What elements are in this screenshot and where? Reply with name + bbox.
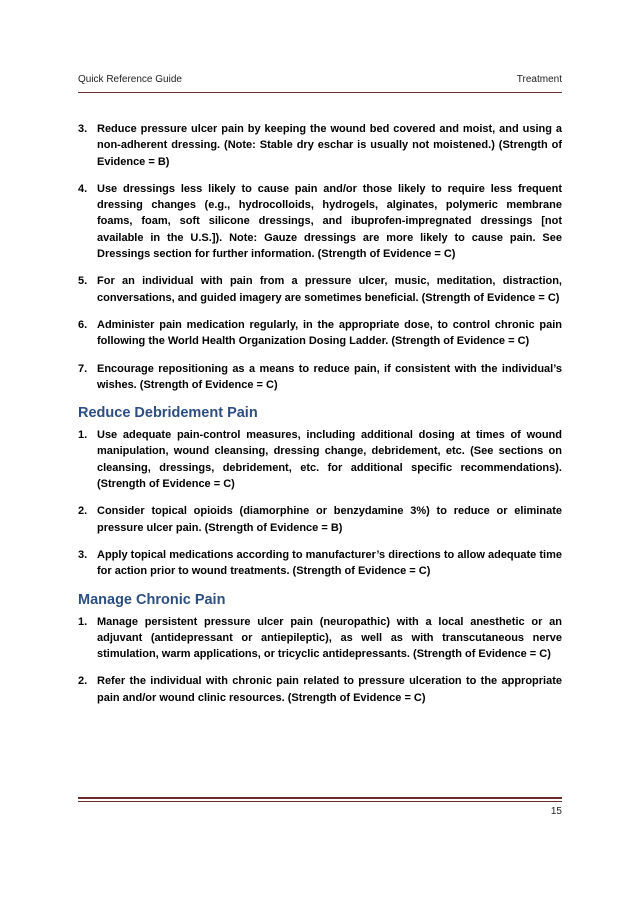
list-item [78, 181, 562, 262]
item-text: Use dressings less likely to cause pain and/or those likely to require less frequent dressing changes (e.g., hydrocolloids, hydrogels, alginates, polymeric membrane foams, foam, soft silicone dressings, and ibuprofen-impregnated dressings [not available in the U.S.]). Note: Gauze dressings are more likely to cause pain. See Dressings section for further information. (Strength of Evidence = C) [97, 182, 562, 261]
item-number: 4. [78, 182, 88, 195]
page-number: 15 [550, 806, 562, 817]
item-text: Reduce pressure ulcer pain by keeping the wound bed covered and moist, and using a non-adherent dressing. (Note: Stable dry eschar is usually not moistened.) (Strength of Evidence = B) [97, 123, 562, 168]
list-item [78, 503, 562, 536]
chronic-pain-list [78, 614, 562, 706]
item-number: 3. [78, 123, 88, 135]
footer-divider-thick [78, 797, 562, 799]
header-section: Treatment [516, 74, 562, 85]
item-number: 1. [78, 429, 88, 442]
item-text: Encourage repositioning as a means to reduce pain, if consistent with the individual’s wishes. (Strength of Evidence = C) [97, 362, 562, 391]
item-number: 2. [78, 505, 88, 518]
list-item [78, 317, 562, 350]
item-text: Refer the individual with chronic pain related to pressure ulceration to the appropriate pain and/or wound clinic resources. (Strength of Evidence = C) [97, 675, 562, 704]
section-heading-chronic-pain: Manage Chronic Pain [78, 591, 226, 608]
footer-divider-thin [78, 801, 562, 802]
item-number: 3. [78, 548, 88, 561]
item-text: Use adequate pain-control measures, including additional dosing at times of wound manipulation, wound cleansing, dressing change, debridement, etc. (See sections on cleansing, dressings, debridement, etc. for additional specific recommendations). (Strength of Evidence = C) [97, 429, 562, 491]
item-text: Apply topical medications according to manufacturer’s directions to allow adequate time for action prior to wound treatments. (Strength of Evidence = C) [97, 548, 562, 578]
item-text: Manage persistent pressure ulcer pain (neuropathic) with a local anesthetic or an adjuvant (antidepressant or antiepileptic), as well as with transcutaneous nerve stimulation, warm applications, or tricyclic antidepressants. (Strength of Evidence = C) [97, 615, 562, 661]
header-title: Quick Reference Guide [78, 74, 182, 85]
item-number: 6. [78, 318, 88, 331]
list-item [78, 427, 562, 492]
section-heading-debridement-pain: Reduce Debridement Pain [78, 405, 258, 422]
item-text: Administer pain medication regularly, in the appropriate dose, to control chronic pain following the World Health Organization Dosing Ladder. (Strength of Evidence = C) [97, 318, 562, 348]
item-number: 1. [78, 615, 88, 628]
list-item [78, 121, 562, 170]
list-item [78, 673, 562, 706]
item-number: 5. [78, 275, 88, 288]
item-text: Consider topical opioids (diamorphine or benzydamine 3%) to reduce or eliminate pressure ulcer pain. (Strength of Evidence = B) [97, 505, 562, 534]
item-text: For an individual with pain from a pressure ulcer, music, meditation, distraction, conversations, and guided imagery are sometimes beneficial. (Strength of Evidence = C) [97, 275, 562, 304]
list-item [78, 273, 562, 306]
list-item [78, 547, 562, 580]
item-number: 7. [78, 362, 88, 375]
debridement-pain-list [78, 427, 562, 579]
list-item [78, 614, 562, 663]
document-body [78, 121, 562, 717]
page-header [78, 74, 562, 90]
list-item [78, 361, 562, 394]
pain-recommendations-list [78, 121, 562, 393]
header-divider [78, 92, 562, 93]
item-number: 2. [78, 675, 88, 688]
